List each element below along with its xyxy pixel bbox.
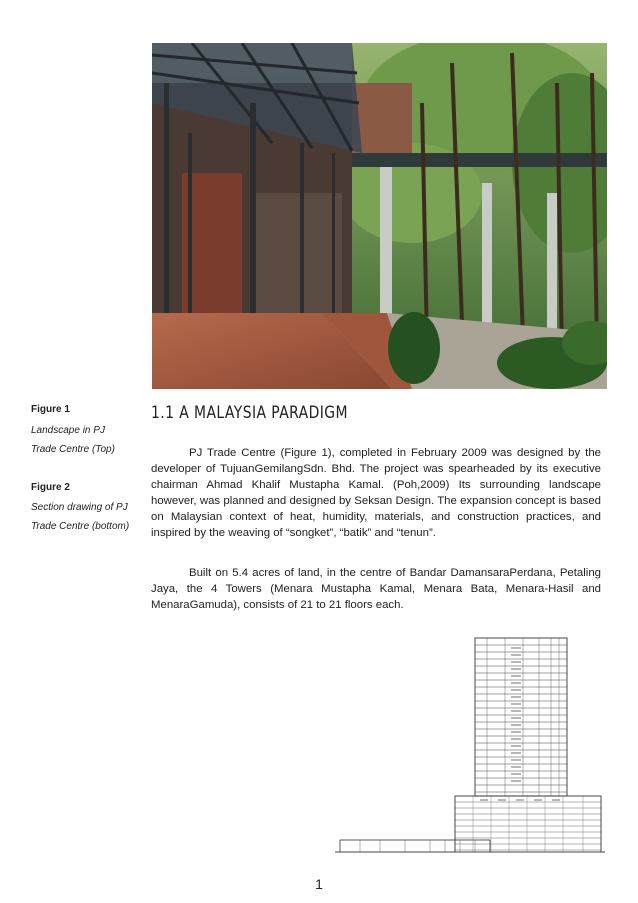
- figure-2-section-drawing: [335, 636, 605, 856]
- section-heading: 1.1 A MALAYSIA PARADIGM: [151, 403, 348, 423]
- figure-2-label: Figure 2: [31, 482, 70, 493]
- figure-2-caption-line: Trade Centre (bottom): [31, 521, 130, 532]
- figure-1-caption-line: Trade Centre (Top): [31, 444, 115, 455]
- body-paragraph: PJ Trade Centre (Figure 1), completed in February 2009 was designed by the developer of TujuanGemilangSdn. Bhd. The project was spearheaded by its executive chairman Ahmad Khalif Mustapha Kamal. (Poh,2009) Its surrounding landscape however, was planned and designed by Seksan Design. The expansion concept is based on Malaysian context of heat, humidity, materials, and construction practices, and inspired by the weaving of “songket”, “batik” and “tenun”.: [151, 447, 601, 539]
- page-number: 1: [315, 876, 323, 892]
- figure-1-photo: [152, 43, 607, 389]
- figure-2-caption-line: Section drawing of PJ: [31, 502, 128, 513]
- figure-1-caption-line: Landscape in PJ: [31, 425, 105, 436]
- body-paragraph: Built on 5.4 acres of land, in the centre of Bandar DamansaraPerdana, Petaling Jaya, the 4 Towers (Menara Mustapha Kamal, Menara Bata, Menara-Hasil and MenaraGamuda), consists of 21 to 21 floors each.: [151, 567, 601, 611]
- figure-1-label: Figure 1: [31, 404, 70, 415]
